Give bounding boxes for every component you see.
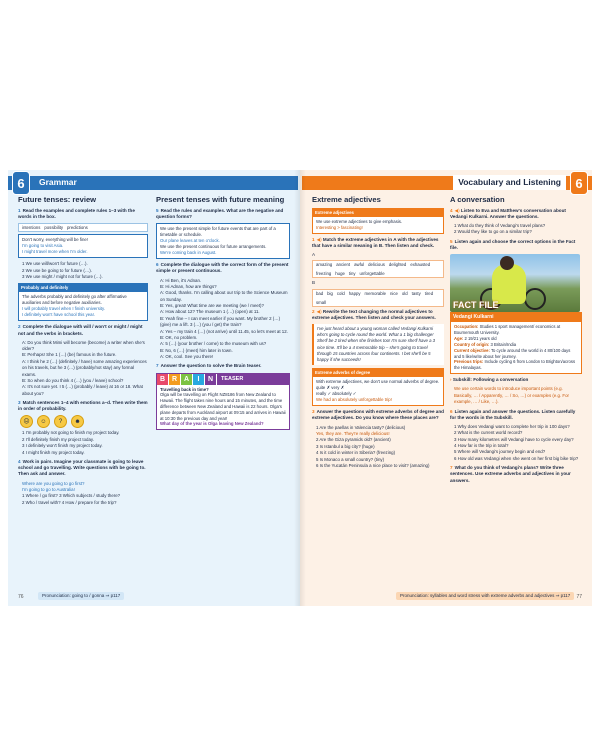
- exercise-4: 4 Work in pairs. Imagine your classmate is going to leave school and go travelling. Write questions with be going to. Then ask and answer.: [18, 458, 146, 477]
- heading-extreme-adjectives: Extreme adjectives: [312, 195, 381, 204]
- exercise-2-dialogue: A: Do you think Mimi will become (become) a writer when she's older? B: Perhaps! She 1 (…) (be) famous in the future. A: I think he 2 (…) (definitely / have) some amazing experiences on his travels, but he 3 (…) (probably/not stay) any formal exams. B: So when do you think 4 (…) (you / leave) school? A: It's not sure yet. I 5 (…) (probably / leave) at 16 or 18. What about you?: [22, 339, 147, 396]
- probably-definitely-box: Probably and definitely The adverbs probably and definitely go after affirmative auxiliaries and before negative auxiliaries. I will probably travel when I finish university. I definitely won't have school this year.: [18, 283, 148, 321]
- list-b-label: B: [312, 280, 316, 286]
- gutter-shadow-right: [300, 170, 306, 606]
- vedangi-paragraph: I've just heard about a young woman called Vedangi Kulkarni who's going to cycle round the world. What a 1 big challenge! She'll be 2 tired when she finishes too! I'm sure she'll have a 3 nice time. It'll be a 4 memorable trip – she's going to travel through 15 countries across four continents. I bet she'll be 5 happy if she succeeds!: [312, 324, 444, 365]
- right-page: [300, 170, 592, 606]
- section-title-vocabulary: Vocabulary and Listening: [453, 175, 566, 190]
- rules-list: 1 We use will/won't for future (…). 2 We use be going to for future (…). 3 We use might / might not for future (…).: [22, 261, 103, 279]
- left-column-1: [18, 196, 148, 509]
- happy-face-icon: ☻: [71, 415, 84, 428]
- fact-file-box: Vedangi Kulkarni Occupation: Studies 1 sport management/ economics at Bournemouth University. Age: 2 19/21 years old Country of origin: 3 Britain/India Current objective: To cycle around the world in 4 80/100 days and 5 like/write about her journey. Previous trips: Include cycling 6 from London to Brighton/across the Himalayas.: [450, 312, 582, 374]
- footer-right: Pronunciation: syllables and word stress with extreme adverbs and adjectives ⇒ p117: [396, 592, 574, 600]
- subskill-heading: › Subskill: Following a conversation: [450, 377, 529, 383]
- section-title-grammar: Grammar: [39, 177, 77, 187]
- exercise-1-right: 1 ◀) Match the extreme adjectives in A with the adjectives that have a similar meaning in B. Then listen and check.: [312, 236, 439, 248]
- exercise-3-questions: 1 Are the paellas in Valencia tasty? (delicious) Yes, they are. They're really delicious! 2 Are the Giza pyramids old? (ancient) 3 Is Istanbul a big city? (huge) 4 Is it cold in winter in Siberia? (freezing) 5 Is Monaco a small country? (tiny) 6 Is the Yucatán Peninsula a nice place to visit? (amazing): [316, 424, 430, 468]
- word-box-b: bad big cold happy memorable nice old tasty tired small: [312, 289, 444, 307]
- exercise-5-right: 5 Listen again and choose the correct options in the Fact file.: [450, 238, 576, 251]
- page-number-right: 77: [576, 594, 582, 600]
- page-number-left: 76: [18, 594, 24, 600]
- audio-icon[interactable]: ◀): [316, 236, 322, 242]
- exercise-2-right: 2 ◀) Rewrite the text changing the normal adjectives to extreme adjectives. Then listen and check your answers.: [312, 308, 436, 320]
- audio-icon[interactable]: ◀): [454, 207, 460, 213]
- left-column-2: [156, 196, 290, 430]
- example-box: Don't worry, everything will be fine! I'm going to visit Asia. I might travel more when I'm older.: [18, 234, 148, 258]
- exercise-4-prompts: Where are you going to go first? I'm going to go to Australia! 1 Where / go first? 3 Which subjects / study there? 2 Who / travel with? 4 How / prepare for the trip?: [22, 480, 121, 505]
- heading-present-tenses: Present tenses with future meaning: [156, 195, 285, 204]
- book-spread: [8, 170, 592, 606]
- exercise-6: 6 Complete the dialogue with the correct form of the present simple or present continuous.: [156, 262, 289, 274]
- bike-wheel-icon: [524, 288, 546, 310]
- heading-future-tenses: Future tenses: review: [18, 195, 97, 204]
- exercise-3-sentences: 1 I'm probably not going to finish my project today. 2 I'll definitely finish my project today. 3 I definitely won't finish my project today. 4 I might finish my project today.: [22, 430, 120, 455]
- exercise-1: 1 Read the examples and complete rules 1–3 with the words in the box.: [18, 207, 135, 219]
- right-column-1: [312, 196, 444, 472]
- exercise-7: 7 Answer the question to solve the Brain teaser.: [156, 363, 262, 369]
- fact-file-title: FACT FILE: [453, 300, 499, 311]
- exercise-6-right: 6 Listen again and answer the questions. Listen carefully for the words in the Subskill.: [450, 408, 576, 420]
- left-page: [8, 170, 300, 606]
- adverbs-of-degree-box: Extreme adverbs of degree With extreme adjectives, we don't use normal adverbs of degree. quite ✗ very ✗ really ✓ absolutely ✓ We had an absolutely unforgettable trip!: [312, 368, 444, 406]
- cyclist-figure: [492, 264, 526, 304]
- thinking-face-icon: ?: [54, 415, 67, 428]
- brain-teaser-box: B R A I N TEASER Travelling back in time? Olga will be travelling on Flight NZ8186 from New Zealand to Hawaii. The flight takes nine hours and 15 minutes, and the time difference between New Zealand and Hawaii is 22 hours. Olga's plane departs from Auckland airport at 09:15 and arrives in Hawaii at 10:30 the previous day and year! What day of the year is Olga leaving New Zealand?: [156, 373, 290, 431]
- exercise-3: 3 Match sentences 1–4 with emotions a–d. Then write them in order of probability.: [18, 400, 148, 412]
- exercise-7-right: 7 What do you think of Vedangi's plans? Write three sentences. Use extreme adverbs and adjectives in your answers.: [450, 465, 571, 483]
- brain-teaser-header: B R A I N TEASER: [157, 374, 289, 385]
- exercise-6-questions: 1 Why does Vedangi want to complete her trip in 100 days? 2 What is the current world record? 3 How many kilometres will Vedangi have to cycle every day? 4 How far is the trip in total? 5 Where will Vedangi's journey begin and end? 6 How old was Vedangi when she went on her first big bike trip?: [454, 423, 579, 461]
- unit-badge-left: 6: [12, 171, 30, 195]
- word-box: intentions possibility predictions: [18, 223, 148, 232]
- unit-badge-right: 6: [570, 171, 588, 195]
- exercise-6-dialogue: A: Hi Ben, it's Adnan. B: Hi Adnan, how are things? A: Good, thanks. I'm calling about our trip to the Science Museum on Sunday. B: Yes, great! What time are we meeting (we / meet)? A: How about 12? The museum 1 (…) (open) at 11. B: Yeah fine – I can meet earlier if you want. My brother 2 (…) (give) me a lift. 3 (…) (you / get) the train? A: Yes – my train 4 (…) (not arrive) until 11.45, so let's meet at 12. B: OK, no problem. A: 5 (…) (your brother / come) to the museum with us? B: No, 6 (…) (meet) him later in town. A: OK, cool. See you there!: [160, 277, 288, 360]
- extreme-adjectives-box: Extreme adjectives We use extreme adjectives to give emphasis. Interesting > fascinating!: [312, 208, 444, 234]
- emoji-row: [20, 415, 148, 428]
- worried-face-icon: ☹: [20, 415, 33, 428]
- word-box-a: amazing ancient awful delicious delighted exhausted freezing huge tiny unforgettable: [312, 260, 444, 278]
- audio-icon[interactable]: ◀): [316, 308, 322, 314]
- cyclist-photo: [450, 254, 580, 312]
- present-tenses-box: We use the present simple for future events that are part of a timetable or schedule. Our plane leaves at ten o'clock. We use the present continuous for future arrangements. We're coming back in August.: [156, 223, 290, 259]
- subskill-text: We use certain words to introduce important points (e.g. Basically, … / Apparently, … / So, …) or examples (e.g. For example, … / Like, …).: [454, 386, 570, 405]
- exercise-2: 2 Complete the dialogue with will / won't or might / might not and the verbs in brackets.: [18, 324, 143, 336]
- footer-left: Pronunciation: going to / gonna ⇒ p117: [38, 592, 124, 600]
- exercise-4-right: 4 ◀) Listen to Eva and Matthew's conversation about Vedangi Kulkarni. Answer the questions.: [450, 207, 566, 219]
- exercise-4-questions: 1 What do they think of Vedangi's travel plans? 2 Would they like to go on a similar trip?: [454, 223, 546, 235]
- right-column-2: [450, 196, 582, 487]
- list-a-label: A: [312, 252, 316, 258]
- exercise-5: 5 Read the rules and examples. What are the negative and question forms?: [156, 207, 284, 219]
- heading-a-conversation: A conversation: [450, 195, 505, 204]
- neutral-face-icon: ☺: [37, 415, 50, 428]
- exercise-3-right: 3 Answer the questions with extreme adverbs of degree and extreme adjectives. Do you know where these places are?: [312, 409, 444, 421]
